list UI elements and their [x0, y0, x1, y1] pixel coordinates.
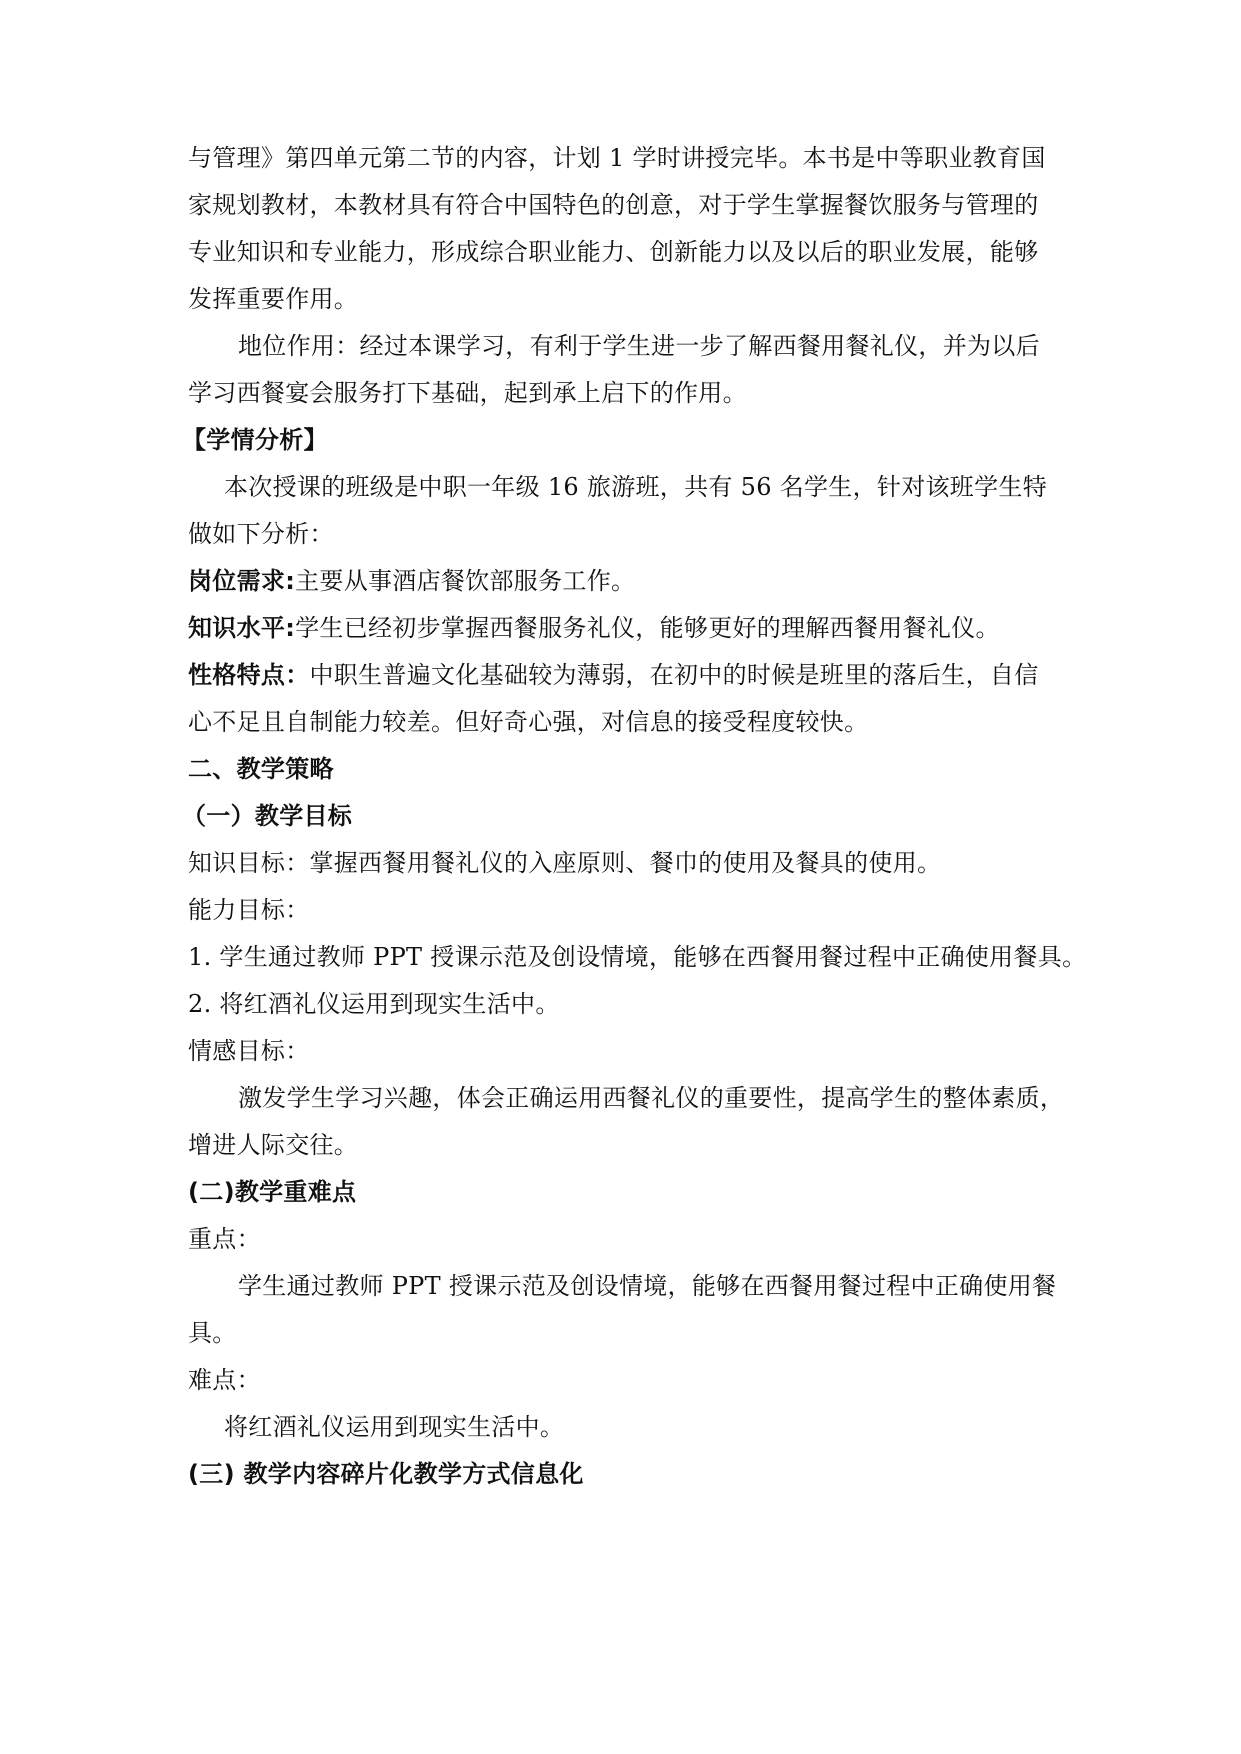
paragraph-line: 能力目标： — [188, 896, 310, 924]
paragraph-line: 发挥重要作用。 — [188, 285, 359, 313]
gangwei-label: 岗位需求: — [188, 567, 296, 595]
paragraph-line: 专业知识和专业能力，形成综合职业能力、创新能力以及以后的职业发展，能够 — [188, 238, 1039, 266]
paragraph-line: 将红酒礼仪运用到现实生活中。 — [224, 1413, 565, 1441]
subsection-heading-zhongnandian: (二)教学重难点 — [188, 1178, 357, 1206]
xingge-line — [188, 659, 1039, 691]
subsection-heading-neirong: (三) 教学内容碎片化教学方式信息化 — [188, 1460, 584, 1488]
list-item: 1. 学生通过教师 PPT 授课示范及创设情境，能够在西餐用餐过程中正确使用餐具。 — [188, 943, 1087, 971]
section-heading-celue: 二、教学策略 — [188, 755, 334, 783]
paragraph-line: 知识目标：掌握西餐用餐礼仪的入座原则、餐巾的使用及餐具的使用。 — [188, 849, 942, 877]
gangwei-line — [188, 565, 635, 597]
list-item: 2. 将红酒礼仪运用到现实生活中。 — [188, 990, 560, 1018]
paragraph-line: 学习西餐宴会服务打下基础，起到承上启下的作用。 — [188, 379, 747, 407]
paragraph-line: 重点： — [188, 1225, 261, 1253]
xingge-label: 性格特点： — [188, 661, 310, 689]
paragraph-line: 心不足且自制能力较差。但好奇心强，对信息的接受程度较快。 — [188, 708, 869, 736]
section-heading-xueqing: 【学情分析】 — [182, 426, 328, 454]
gangwei-text: 主要从事酒店餐饮部服务工作。 — [295, 567, 636, 595]
zhishi-line — [188, 612, 1000, 644]
zhishi-text: 学生已经初步掌握西餐服务礼仪，能够更好的理解西餐用餐礼仪。 — [295, 614, 1000, 642]
paragraph-line: 具。 — [188, 1319, 237, 1347]
paragraph-line: 难点： — [188, 1366, 261, 1394]
paragraph-line: 做如下分析： — [188, 520, 334, 548]
paragraph-line: 学生通过教师 PPT 授课示范及创设情境，能够在西餐用餐过程中正确使用餐 — [238, 1272, 1057, 1300]
paragraph-line: 增进人际交往。 — [188, 1131, 359, 1159]
xingge-text: 中职生普遍文化基础较为薄弱，在初中的时候是班里的落后生，自信 — [309, 661, 1039, 689]
paragraph-line: 本次授课的班级是中职一年级 16 旅游班，共有 56 名学生，针对该班学生特 — [224, 473, 1047, 501]
paragraph-line: 地位作用：经过本课学习，有利于学生进一步了解西餐用餐礼仪，并为以后 — [238, 332, 1040, 360]
paragraph-line: 家规划教材，本教材具有符合中国特色的创意，对于学生掌握餐饮服务与管理的 — [188, 191, 1039, 219]
paragraph-line: 情感目标： — [188, 1037, 310, 1065]
paragraph-line: 与管理》第四单元第二节的内容，计划 1 学时讲授完毕。本书是中等职业教育国 — [188, 144, 1046, 172]
zhishi-label: 知识水平: — [188, 614, 296, 642]
subsection-heading-mubiao: （一）教学目标 — [182, 802, 353, 830]
paragraph-line: 激发学生学习兴趣，体会正确运用西餐礼仪的重要性，提高学生的整体素质， — [238, 1084, 1065, 1112]
